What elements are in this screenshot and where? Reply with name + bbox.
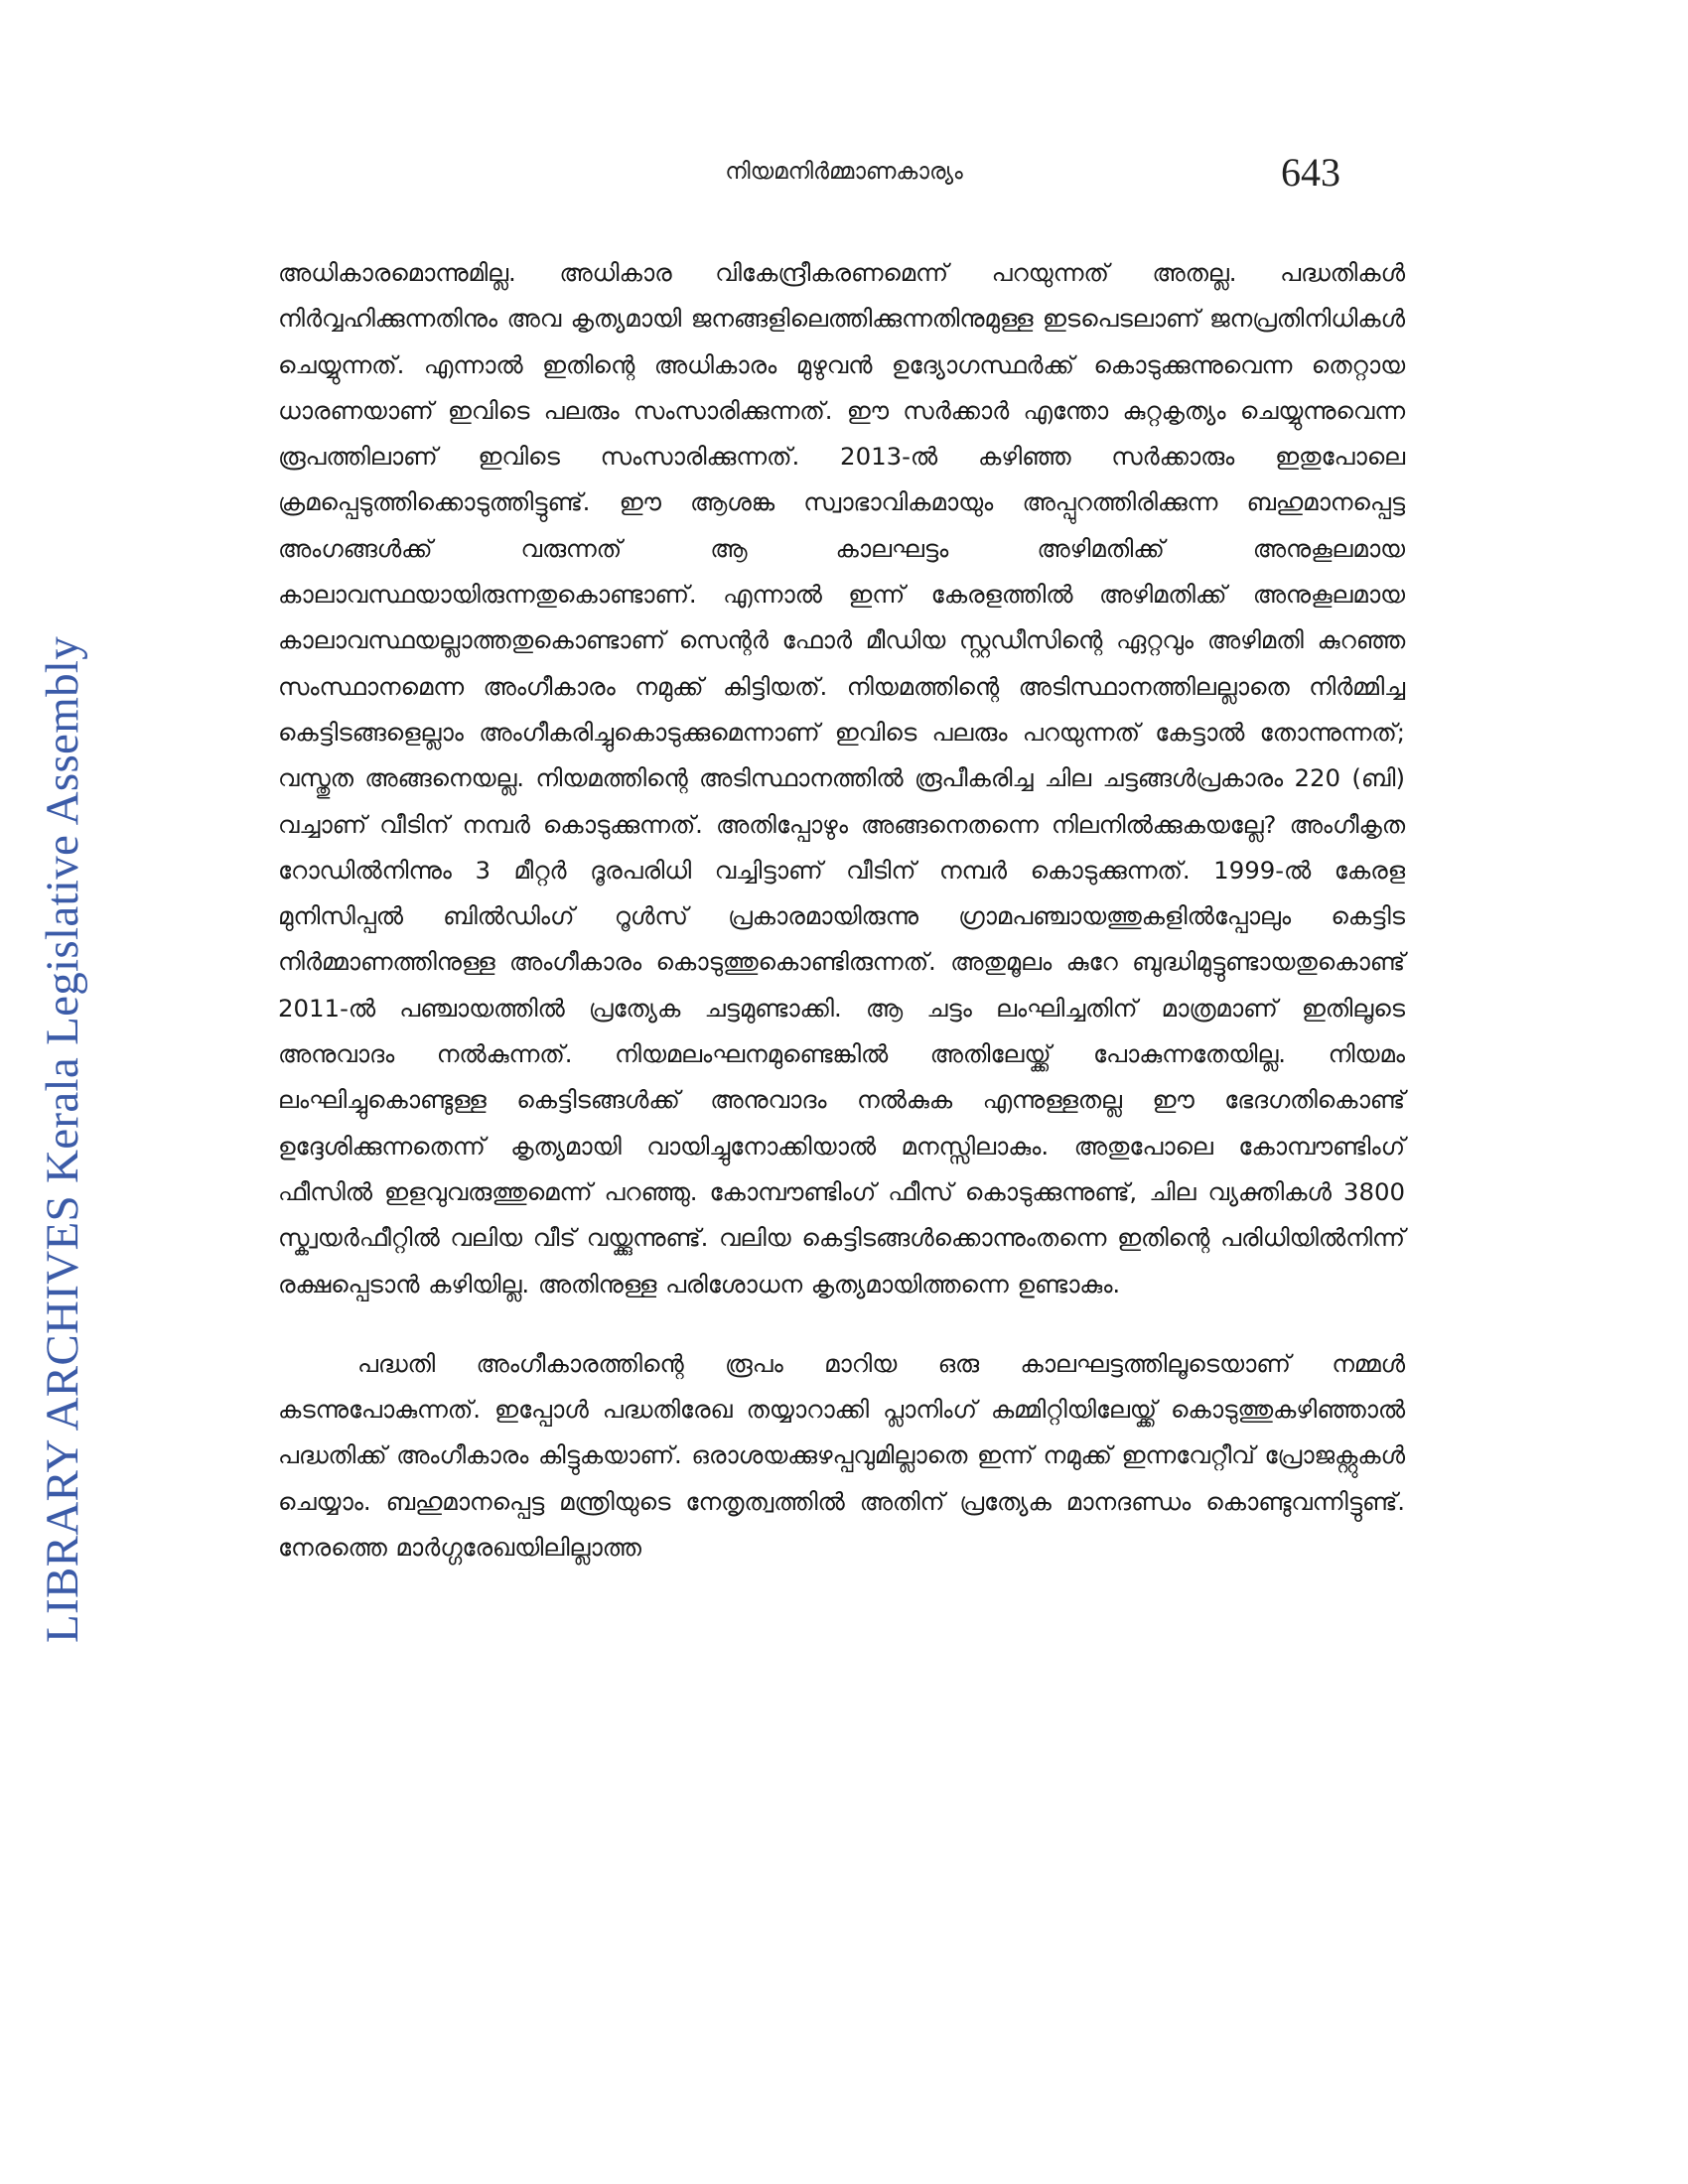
- archive-watermark: LIBRARY ARCHIVES Kerala Legislative Assembly: [37, 635, 88, 1643]
- paragraph: പദ്ധതി അംഗീകാരത്തിന്റെ രൂപം മാറിയ ഒരു കാലഘട്ടത്തിലൂടെയാണ് നമ്മൾ കടന്നുപോകുന്നത്. ഇപ്പോൾ പദ്ധതിരേഖ തയ്യാറാക്കി പ്ലാനിംഗ് കമ്മിറ്റിയിലേയ്ക്ക് കൊടുത്തുകഴിഞ്ഞാൽ പദ്ധതിക്ക് അംഗീകാരം കിട്ടുകയാണ്. ഒരാശയക്കുഴപ്പവുമില്ലാതെ ഇന്ന് നമുക്ക് ഇന്നവേറ്റീവ് പ്രോജക്റ്റുകൾ ചെയ്യാം. ബഹുമാനപ്പെട്ട മന്ത്രിയുടെ നേതൃത്വത്തിൽ അതിന് പ്രത്യേക മാനദണ്ഡം കൊണ്ടുവന്നിട്ടുണ്ട്. നേരത്തെ മാർഗ്ഗരേഖയിലില്ലാത്ത: [278, 1348, 1405, 1563]
- running-title: നിയമനിർമ്മാണകാര്യം: [725, 159, 963, 185]
- page-number: 643: [1281, 150, 1340, 195]
- body-text: [278, 250, 1405, 1570]
- paragraph: അധികാരമൊന്നുമില്ല. അധികാര വികേന്ദ്രീകരണമെന്ന് പറയുന്നത് അതല്ല. പദ്ധതികൾ നിർവ്വഹിക്കുന്നതിനും അവ കൃത്യമായി ജനങ്ങളിലെത്തിക്കുന്നതിനുമുള്ള ഇടപെടലാണ് ജനപ്രതിനിധികൾ ചെയ്യുന്നത്. എന്നാൽ ഇതിന്റെ അധികാരം മുഴുവൻ ഉദ്യോഗസ്ഥർക്ക് കൊടുക്കുന്നുവെന്ന തെറ്റായ ധാരണയാണ് ഇവിടെ പലരും സംസാരിക്കുന്നത്. ഈ സർക്കാർ എന്തോ കുറ്റകൃത്യം ചെയ്യുന്നുവെന്ന രൂപത്തിലാണ് ഇവിടെ സംസാരിക്കുന്നത്. 2013-ൽ കഴിഞ്ഞ സർക്കാരും ഇതുപോലെ ക്രമപ്പെടുത്തിക്കൊടുത്തിട്ടുണ്ട്. ഈ ആശങ്ക സ്വാഭാവികമായും അപ്പുറത്തിരിക്കുന്ന ബഹുമാനപ്പെട്ട അംഗങ്ങൾക്ക് വരുന്നത് ആ കാലഘട്ടം അഴിമതിക്ക് അനുകൂലമായ കാലാവസ്ഥയായിരുന്നതുകൊണ്ടാണ്. എന്നാൽ ഇന്ന് കേരളത്തിൽ അഴിമതിക്ക് അനുകൂലമായ കാലാവസ്ഥയല്ലാത്തതുകൊണ്ടാണ് സെന്റർ ഫോർ മീഡിയ സ്റ്റഡീസിന്റെ ഏറ്റവും അഴിമതി കുറഞ്ഞ സംസ്ഥാനമെന്ന അംഗീകാരം നമുക്ക് കിട്ടിയത്. നിയമത്തിന്റെ അടിസ്ഥാനത്തിലല്ലാതെ നിർമ്മിച്ച കെട്ടിടങ്ങളെല്ലാം അംഗീകരിച്ചുകൊടുക്കുമെന്നാണ് ഇവിടെ പലരും പറയുന്നത് കേട്ടാൽ തോന്നുന്നത്; വസ്തുത അങ്ങനെയല്ല. നിയമത്തിന്റെ അടിസ്ഥാനത്തിൽ രൂപീകരിച്ച ചില ചട്ടങ്ങൾപ്രകാരം 220 (ബി) വച്ചാണ് വീടിന് നമ്പർ കൊടുക്കുന്നത്. അതിപ്പോഴും അങ്ങനെതന്നെ നിലനിൽക്കുകയല്ലേ? അംഗീകൃത റോഡിൽനിന്നും 3 മീറ്റർ ദൂരപരിധി വച്ചിട്ടാണ് വീടിന് നമ്പർ കൊടുക്കുന്നത്. 1999-ൽ കേരള മുനിസിപ്പൽ ബിൽഡിംഗ് റൂൾസ് പ്രകാരമായിരുന്നു ഗ്രാമപഞ്ചായത്തുകളിൽപ്പോലും കെട്ടിട നിർമ്മാണത്തിനുള്ള അംഗീകാരം കൊടുത്തുകൊണ്ടിരുന്നത്. അതുമൂലം കുറേ ബുദ്ധിമുട്ടുണ്ടായതുകൊണ്ട് 2011-ൽ പഞ്ചായത്തിൽ പ്രത്യേക ചട്ടമുണ്ടാക്കി. ആ ചട്ടം ലംഘിച്ചതിന് മാത്രമാണ് ഇതിലൂടെ അനുവാദം നൽകുന്നത്. നിയമലംഘനമുണ്ടെങ്കിൽ അതിലേയ്ക്ക് പോകുന്നതേയില്ല. നിയമം ലംഘിച്ചുകൊണ്ടുള്ള കെട്ടിടങ്ങൾക്ക് അനുവാദം നൽകുക എന്നുള്ളതല്ല ഈ ഭേദഗതികൊണ്ട് ഉദ്ദേശിക്കുന്നതെന്ന് കൃത്യമായി വായിച്ചുനോക്കിയാൽ മനസ്സിലാകും. അതുപോലെ കോമ്പൗണ്ടിംഗ് ഫീസിൽ ഇളവുവരുത്തുമെന്ന് പറഞ്ഞു. കോമ്പൗണ്ടിംഗ് ഫീസ് കൊടുക്കുന്നുണ്ട്, ചില വ്യക്തികൾ 3800 സ്ക്വയർഫീറ്റിൽ വലിയ വീട് വയ്ക്കുന്നുണ്ട്. വലിയ കെട്ടിടങ്ങൾക്കൊന്നുംതന്നെ ഇതിന്റെ പരിധിയിൽനിന്ന് രക്ഷപ്പെടാൻ കഴിയില്ല. അതിനുള്ള പരിശോധന കൃത്യമായിത്തന്നെ ഉണ്ടാകും.: [278, 258, 1405, 1298]
